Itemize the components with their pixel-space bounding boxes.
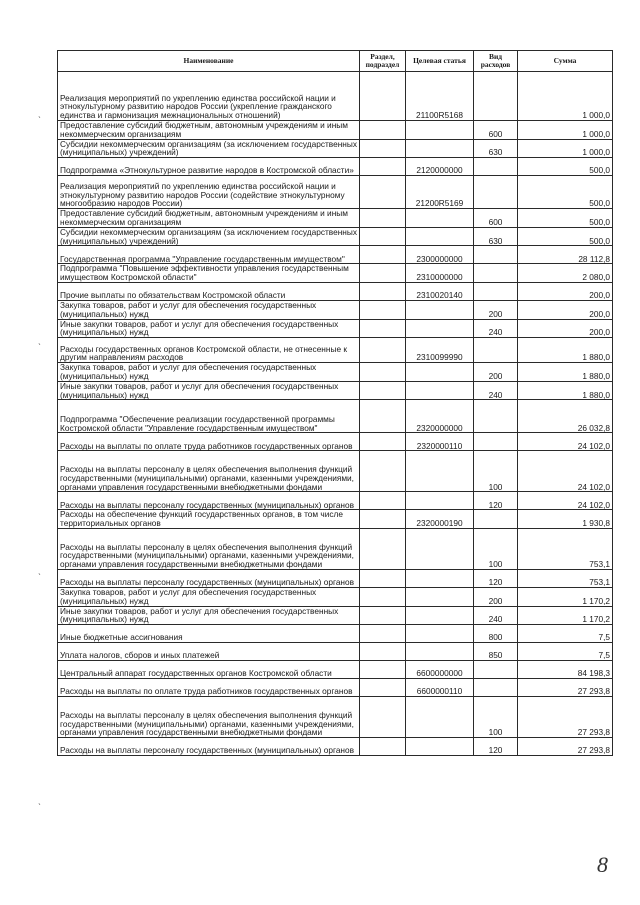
- row-target-article: 6600000110: [406, 679, 474, 697]
- table-header-row: [58, 51, 613, 72]
- row-sum: 24 102,0: [518, 492, 613, 510]
- row-expense-type: 120: [474, 569, 518, 587]
- row-expense-type: 800: [474, 625, 518, 643]
- row-expense-type: [474, 246, 518, 264]
- row-sum: 27 293,8: [518, 738, 613, 756]
- row-name: Расходы на выплаты персоналу в целях обеспечения выполнения функций государственными (муниципальными) органами, казенными учреждениями, органами управления государственными внебюджетными фондами: [58, 451, 360, 492]
- row-expense-type: 240: [474, 606, 518, 625]
- row-target-article: [406, 121, 474, 140]
- row-section: [360, 451, 406, 492]
- row-target-article: 2300000000: [406, 246, 474, 264]
- row-section: [360, 661, 406, 679]
- row-sum: 27 293,8: [518, 679, 613, 697]
- row-section: [360, 510, 406, 529]
- header-section: Раздел, подраздел: [360, 51, 406, 72]
- row-expense-type: 600: [474, 209, 518, 228]
- row-sum: 753,1: [518, 528, 613, 569]
- row-target-article: 2310000000: [406, 264, 474, 283]
- table-row: [58, 528, 613, 569]
- row-sum: 1 880,0: [518, 363, 613, 382]
- margin-mark: ˎ: [38, 108, 42, 119]
- table-row: [58, 661, 613, 679]
- row-name: Прочие выплаты по обязательствам Костромской области: [58, 282, 360, 300]
- row-expense-type: 240: [474, 381, 518, 400]
- row-name: Подпрограмма «Этнокультурное развитие народов в Костромской области»: [58, 158, 360, 176]
- row-sum: 84 198,3: [518, 661, 613, 679]
- row-section: [360, 72, 406, 121]
- row-name: Иные бюджетные ассигнования: [58, 625, 360, 643]
- table-row: [58, 569, 613, 587]
- row-name: Субсидии некоммерческим организациям (за исключением государственных (муниципальных) учреждений): [58, 227, 360, 246]
- row-section: [360, 264, 406, 283]
- row-sum: 1 000,0: [518, 72, 613, 121]
- row-sum: 24 102,0: [518, 433, 613, 451]
- table-row: [58, 363, 613, 382]
- table-body: [58, 72, 613, 756]
- row-section: [360, 625, 406, 643]
- row-name: Расходы на выплаты персоналу государственных (муниципальных) органов: [58, 738, 360, 756]
- row-section: [360, 300, 406, 319]
- row-sum: 500,0: [518, 209, 613, 228]
- row-expense-type: [474, 400, 518, 433]
- page-number: 8: [597, 852, 608, 877]
- header-sum: Сумма: [518, 51, 613, 72]
- row-section: [360, 139, 406, 158]
- row-target-article: [406, 139, 474, 158]
- row-name: Иные закупки товаров, работ и услуг для обеспечения государственных (муниципальных) нужд: [58, 319, 360, 338]
- row-target-article: [406, 697, 474, 738]
- row-target-article: [406, 363, 474, 382]
- row-section: [360, 176, 406, 209]
- row-name: Расходы на выплаты персоналу государственных (муниципальных) органов: [58, 492, 360, 510]
- row-sum: 1 880,0: [518, 381, 613, 400]
- row-target-article: [406, 625, 474, 643]
- row-sum: 28 112,8: [518, 246, 613, 264]
- row-name: Расходы на выплаты персоналу в целях обеспечения выполнения функций государственными (муниципальными) органами, казенными учреждениями, органами управления государственными внебюджетными фондами: [58, 528, 360, 569]
- row-section: [360, 158, 406, 176]
- row-target-article: [406, 209, 474, 228]
- table-row: [58, 643, 613, 661]
- row-name: Субсидии некоммерческим организациям (за исключением государственных (муниципальных) учреждений): [58, 139, 360, 158]
- row-sum: 500,0: [518, 227, 613, 246]
- row-section: [360, 606, 406, 625]
- row-expense-type: 630: [474, 227, 518, 246]
- row-sum: 753,1: [518, 569, 613, 587]
- row-name: Расходы на выплаты по оплате труда работников государственных органов: [58, 679, 360, 697]
- table-row: [58, 72, 613, 121]
- row-section: [360, 338, 406, 363]
- table-row: [58, 587, 613, 606]
- row-expense-type: [474, 72, 518, 121]
- row-name: Подпрограмма "Повышение эффективности управления государственным имуществом Костромской области": [58, 264, 360, 283]
- row-sum: 7,5: [518, 643, 613, 661]
- row-name: Закупка товаров, работ и услуг для обеспечения государственных (муниципальных) нужд: [58, 363, 360, 382]
- row-expense-type: [474, 282, 518, 300]
- row-expense-type: 630: [474, 139, 518, 158]
- row-name: Государственная программа "Управление государственным имуществом": [58, 246, 360, 264]
- row-sum: 26 032,8: [518, 400, 613, 433]
- row-sum: 200,0: [518, 300, 613, 319]
- row-expense-type: 120: [474, 492, 518, 510]
- row-expense-type: [474, 510, 518, 529]
- row-expense-type: 600: [474, 121, 518, 140]
- row-expense-type: [474, 158, 518, 176]
- margin-mark: ˎ: [38, 795, 42, 806]
- row-name: Подпрограмма "Обеспечение реализации государственной программы Костромской области "Управление государственным имуществом": [58, 400, 360, 433]
- row-expense-type: [474, 338, 518, 363]
- row-section: [360, 282, 406, 300]
- row-sum: 7,5: [518, 625, 613, 643]
- row-target-article: [406, 569, 474, 587]
- row-section: [360, 492, 406, 510]
- row-name: Предоставление субсидий бюджетным, автономным учреждениям и иным некоммерческим организациям: [58, 209, 360, 228]
- row-target-article: [406, 319, 474, 338]
- row-target-article: 21200R5169: [406, 176, 474, 209]
- row-section: [360, 587, 406, 606]
- table-row: [58, 121, 613, 140]
- row-section: [360, 697, 406, 738]
- row-sum: 1 170,2: [518, 587, 613, 606]
- row-section: [360, 319, 406, 338]
- row-expense-type: 100: [474, 451, 518, 492]
- row-expense-type: 200: [474, 363, 518, 382]
- row-section: [360, 679, 406, 697]
- row-expense-type: [474, 264, 518, 283]
- row-name: Закупка товаров, работ и услуг для обеспечения государственных (муниципальных) нужд: [58, 587, 360, 606]
- row-target-article: [406, 738, 474, 756]
- row-expense-type: 100: [474, 528, 518, 569]
- row-target-article: 2320000000: [406, 400, 474, 433]
- row-section: [360, 381, 406, 400]
- table-row: [58, 319, 613, 338]
- row-name: Реализация мероприятий по укреплению единства российской нации и этнокультурному развитию народов России (укрепление гражданского единства и гармонизация межнациональных отношений): [58, 72, 360, 121]
- table-row: [58, 738, 613, 756]
- row-section: [360, 246, 406, 264]
- table-row: [58, 227, 613, 246]
- row-name: Иные закупки товаров, работ и услуг для обеспечения государственных (муниципальных) нужд: [58, 381, 360, 400]
- row-name: Расходы на выплаты персоналу государственных (муниципальных) органов: [58, 569, 360, 587]
- row-section: [360, 400, 406, 433]
- table-row: [58, 264, 613, 283]
- row-target-article: 2120000000: [406, 158, 474, 176]
- header-name: Наименование: [58, 51, 360, 72]
- table-row: [58, 433, 613, 451]
- row-name: Закупка товаров, работ и услуг для обеспечения государственных (муниципальных) нужд: [58, 300, 360, 319]
- row-target-article: 6600000000: [406, 661, 474, 679]
- row-expense-type: 240: [474, 319, 518, 338]
- table-row: [58, 606, 613, 625]
- budget-table: [57, 50, 613, 756]
- row-name: Расходы государственных органов Костромской области, не отнесенные к другим направлениям расходов: [58, 338, 360, 363]
- row-sum: 1 000,0: [518, 139, 613, 158]
- row-sum: 1 170,2: [518, 606, 613, 625]
- row-sum: 200,0: [518, 282, 613, 300]
- row-target-article: 21100R5168: [406, 72, 474, 121]
- row-sum: 500,0: [518, 176, 613, 209]
- row-target-article: 2320000110: [406, 433, 474, 451]
- margin-mark: ˎ: [38, 335, 42, 346]
- row-section: [360, 528, 406, 569]
- row-name: Предоставление субсидий бюджетным, автономным учреждениям и иным некоммерческим организациям: [58, 121, 360, 140]
- row-name: Расходы на выплаты персоналу в целях обеспечения выполнения функций государственными (муниципальными) органами, казенными учреждениями, органами управления государственными внебюджетными фондами: [58, 697, 360, 738]
- row-name: Центральный аппарат государственных органов Костромской области: [58, 661, 360, 679]
- table-row: [58, 400, 613, 433]
- row-name: Расходы на обеспечение функций государственных органов, в том числе территориальных органов: [58, 510, 360, 529]
- header-expense-type: Вид расходов: [474, 51, 518, 72]
- row-name: Расходы на выплаты по оплате труда работников государственных органов: [58, 433, 360, 451]
- row-target-article: 2310020140: [406, 282, 474, 300]
- table-row: [58, 338, 613, 363]
- table-row: [58, 451, 613, 492]
- table-row: [58, 510, 613, 529]
- row-sum: 27 293,8: [518, 697, 613, 738]
- row-section: [360, 209, 406, 228]
- row-name: Уплата налогов, сборов и иных платежей: [58, 643, 360, 661]
- row-expense-type: [474, 433, 518, 451]
- row-section: [360, 738, 406, 756]
- table-row: [58, 158, 613, 176]
- row-expense-type: 200: [474, 587, 518, 606]
- header-target-article: Целевая статья: [406, 51, 474, 72]
- row-sum: 24 102,0: [518, 451, 613, 492]
- row-target-article: [406, 528, 474, 569]
- row-sum: 1 930,8: [518, 510, 613, 529]
- table-row: [58, 139, 613, 158]
- table-row: [58, 697, 613, 738]
- row-target-article: [406, 300, 474, 319]
- row-target-article: [406, 643, 474, 661]
- table-row: [58, 209, 613, 228]
- row-section: [360, 569, 406, 587]
- row-target-article: [406, 227, 474, 246]
- row-section: [360, 433, 406, 451]
- row-target-article: 2320000190: [406, 510, 474, 529]
- row-target-article: [406, 451, 474, 492]
- row-expense-type: 850: [474, 643, 518, 661]
- row-section: [360, 121, 406, 140]
- row-target-article: [406, 381, 474, 400]
- row-target-article: [406, 587, 474, 606]
- row-name: Иные закупки товаров, работ и услуг для обеспечения государственных (муниципальных) нужд: [58, 606, 360, 625]
- row-expense-type: [474, 176, 518, 209]
- table-row: [58, 282, 613, 300]
- row-sum: 500,0: [518, 158, 613, 176]
- row-expense-type: [474, 661, 518, 679]
- row-sum: 1 000,0: [518, 121, 613, 140]
- row-expense-type: 200: [474, 300, 518, 319]
- table-row: [58, 625, 613, 643]
- table-row: [58, 492, 613, 510]
- row-sum: 200,0: [518, 319, 613, 338]
- row-section: [360, 643, 406, 661]
- table-row: [58, 679, 613, 697]
- row-name: Реализация мероприятий по укреплению единства российской нации и этнокультурному развитию народов России (содействие этнокультурному многообразию народов России): [58, 176, 360, 209]
- row-section: [360, 227, 406, 246]
- row-expense-type: [474, 679, 518, 697]
- table-row: [58, 381, 613, 400]
- row-target-article: [406, 492, 474, 510]
- table-row: [58, 246, 613, 264]
- row-target-article: [406, 606, 474, 625]
- row-sum: 2 080,0: [518, 264, 613, 283]
- table-row: [58, 300, 613, 319]
- row-target-article: 2310099990: [406, 338, 474, 363]
- row-expense-type: 100: [474, 697, 518, 738]
- row-expense-type: 120: [474, 738, 518, 756]
- margin-mark: ˎ: [38, 565, 42, 576]
- row-section: [360, 363, 406, 382]
- row-sum: 1 880,0: [518, 338, 613, 363]
- table-row: [58, 176, 613, 209]
